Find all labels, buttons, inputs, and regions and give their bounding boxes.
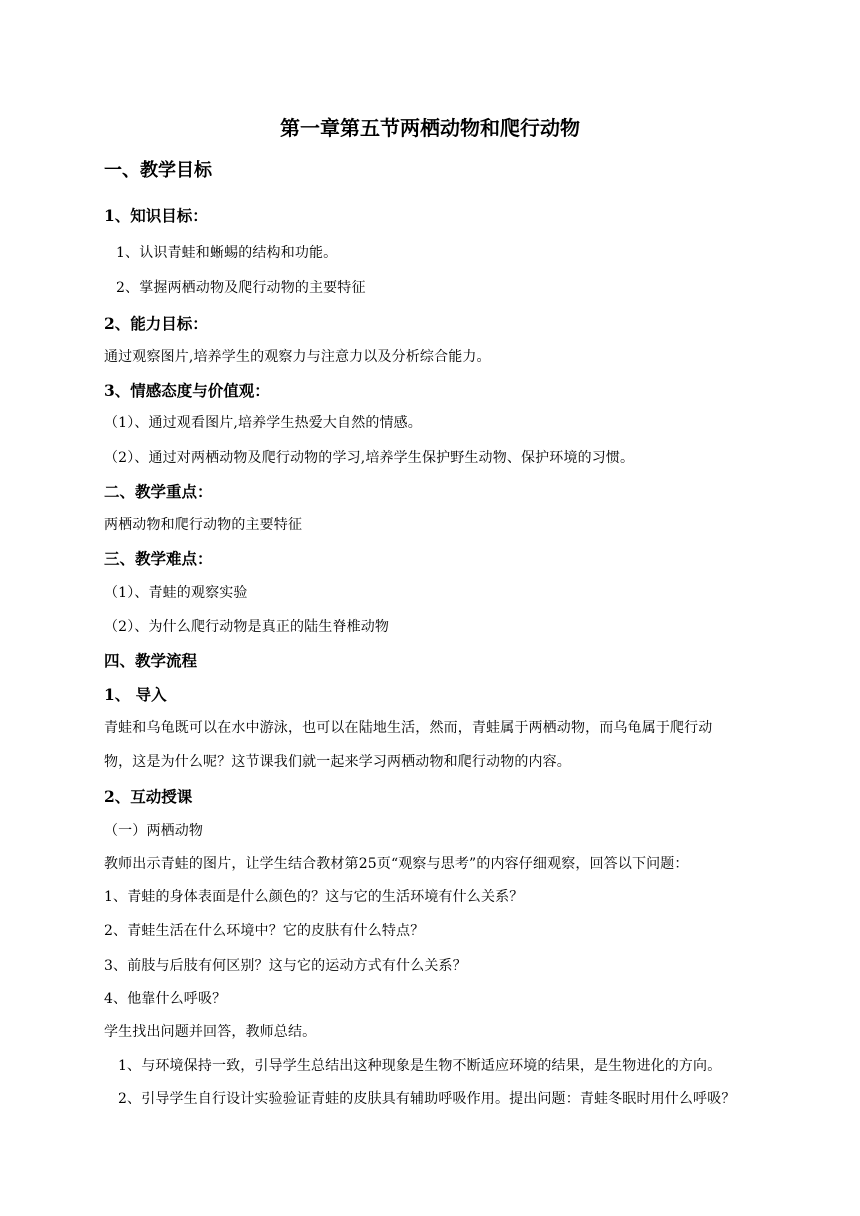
- subsection-heading: 2、互动授课: [104, 787, 193, 806]
- text-line: （一）两栖动物: [104, 823, 204, 839]
- document-title: 第一章第五节两栖动物和爬行动物: [280, 116, 580, 140]
- subsection-heading: 2、能力目标：: [104, 314, 208, 333]
- text-line: 物，这是为什么呢？这节课我们就一起来学习两栖动物和爬行动物的内容。: [104, 754, 571, 770]
- text-line: 1、青蛙的身体表面是什么颜色的？这与它的生活环境有什么关系？: [104, 889, 524, 905]
- text-line: 2、青蛙生活在什么环境中？它的皮肤有什么特点？: [104, 923, 425, 939]
- text-line: 1、与环境保持一致，引导学生总结出这种现象是生物不断适应环境的结果，是生物进化的方向。: [118, 1058, 722, 1074]
- section-heading: 四、教学流程: [104, 651, 198, 670]
- text-line: （2）、通过对两栖动物及爬行动物的学习,培养学生保护野生动物、保护环境的习惯。: [104, 450, 635, 466]
- text-line: 2、掌握两栖动物及爬行动物的主要特征: [116, 280, 366, 296]
- text-line: （1）、通过观看图片,培养学生热爱大自然的情感。: [104, 415, 422, 431]
- text-line: 3、前肢与后肢有何区别？这与它的运动方式有什么关系？: [104, 958, 467, 974]
- text-line: 青蛙和乌龟既可以在水中游泳，也可以在陆地生活，然而，青蛙属于两栖动物，而乌龟属于爬行动: [104, 720, 713, 736]
- subsection-heading: 3、情感态度与价值观：: [104, 381, 270, 400]
- text-line: 1、认识青蛙和蜥蜴的结构和功能。: [116, 245, 338, 261]
- text-line: 通过观察图片,培养学生的观察力与注意力以及分析综合能力。: [104, 349, 491, 365]
- text-line: 2、引导学生自行设计实验验证青蛙的皮肤具有辅助呼吸作用。提出问题：青蛙冬眠时用什么呼吸？: [118, 1091, 736, 1107]
- text-line: 学生找出问题并回答，教师总结。: [104, 1024, 317, 1040]
- text-line: （2）、为什么爬行动物是真正的陆生脊椎动物: [104, 619, 390, 635]
- section-heading: 三、教学难点：: [104, 549, 213, 568]
- section-heading: 一、教学目标: [104, 160, 212, 181]
- text-line: 教师出示青蛙的图片，让学生结合教材第25页“观察与思考”的内容仔细观察，回答以下问题：: [104, 856, 689, 872]
- text-line: 4、他靠什么呼吸？: [104, 991, 227, 1007]
- subsection-heading: 1、知识目标：: [104, 206, 208, 225]
- text-line: （1）、青蛙的观察实验: [104, 585, 248, 601]
- subsection-heading: 1、 导入: [104, 685, 167, 704]
- section-heading: 二、教学重点：: [104, 482, 213, 501]
- text-line: 两栖动物和爬行动物的主要特征: [104, 517, 303, 533]
